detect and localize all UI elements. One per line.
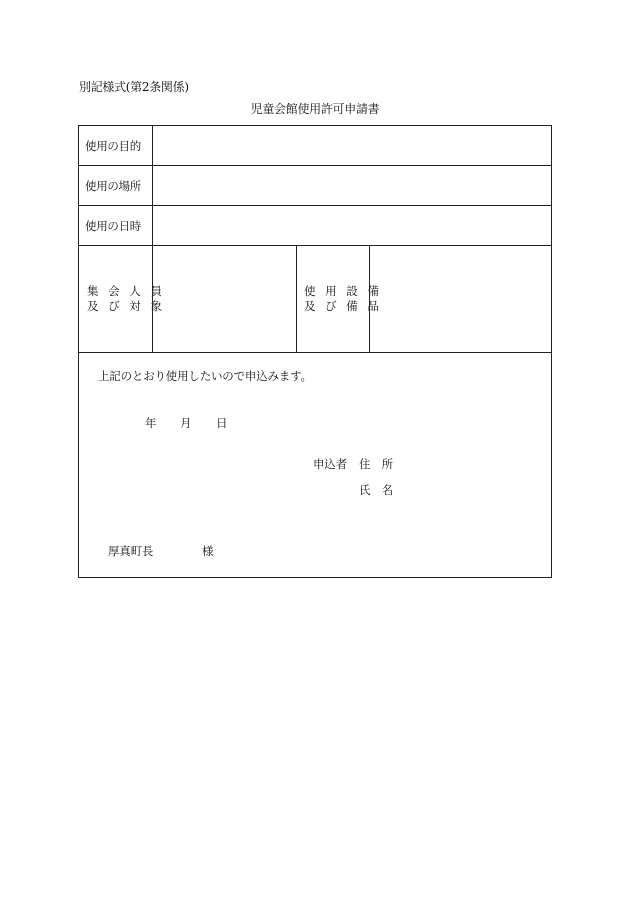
attendees-label-line2: 及 び 対 象 (87, 299, 165, 313)
divider-line (296, 246, 297, 352)
document-title: 児童会館使用許可申請書 (250, 102, 380, 116)
purpose-row (79, 126, 551, 166)
datetime-field[interactable] (153, 206, 551, 245)
date-day-label: 日 (216, 416, 228, 430)
addressee-label: 厚真町長 (108, 544, 154, 558)
address-label: 住 所 (359, 457, 393, 471)
equipment-label-line1: 使 用 設 備 (304, 284, 382, 298)
name-label: 氏 名 (359, 483, 393, 497)
place-row (79, 166, 551, 206)
equipment-field[interactable] (370, 246, 551, 352)
applicant-label: 申込者 (313, 457, 347, 471)
datetime-row (79, 206, 551, 246)
purpose-label: 使用の目的 (79, 126, 153, 165)
datetime-label: 使用の日時 (79, 206, 153, 245)
equipment-label-line2: 及 び 備 品 (304, 299, 382, 313)
place-label: 使用の場所 (79, 166, 153, 205)
attendees-equipment-row (79, 246, 551, 353)
attendees-field[interactable] (153, 246, 296, 352)
date-month-label: 月 (180, 416, 192, 430)
honorific-label: 様 (202, 544, 214, 558)
purpose-field[interactable] (153, 126, 551, 165)
date-year-label: 年 (145, 416, 157, 430)
place-field[interactable] (153, 166, 551, 205)
form-reference: 別記様式(第2条関係) (79, 80, 189, 94)
attendees-label-line1: 集 会 人 員 (87, 284, 165, 298)
application-form-table (78, 125, 552, 578)
declaration-statement: 上記のとおり使用したいので申込みます。 (98, 369, 312, 383)
